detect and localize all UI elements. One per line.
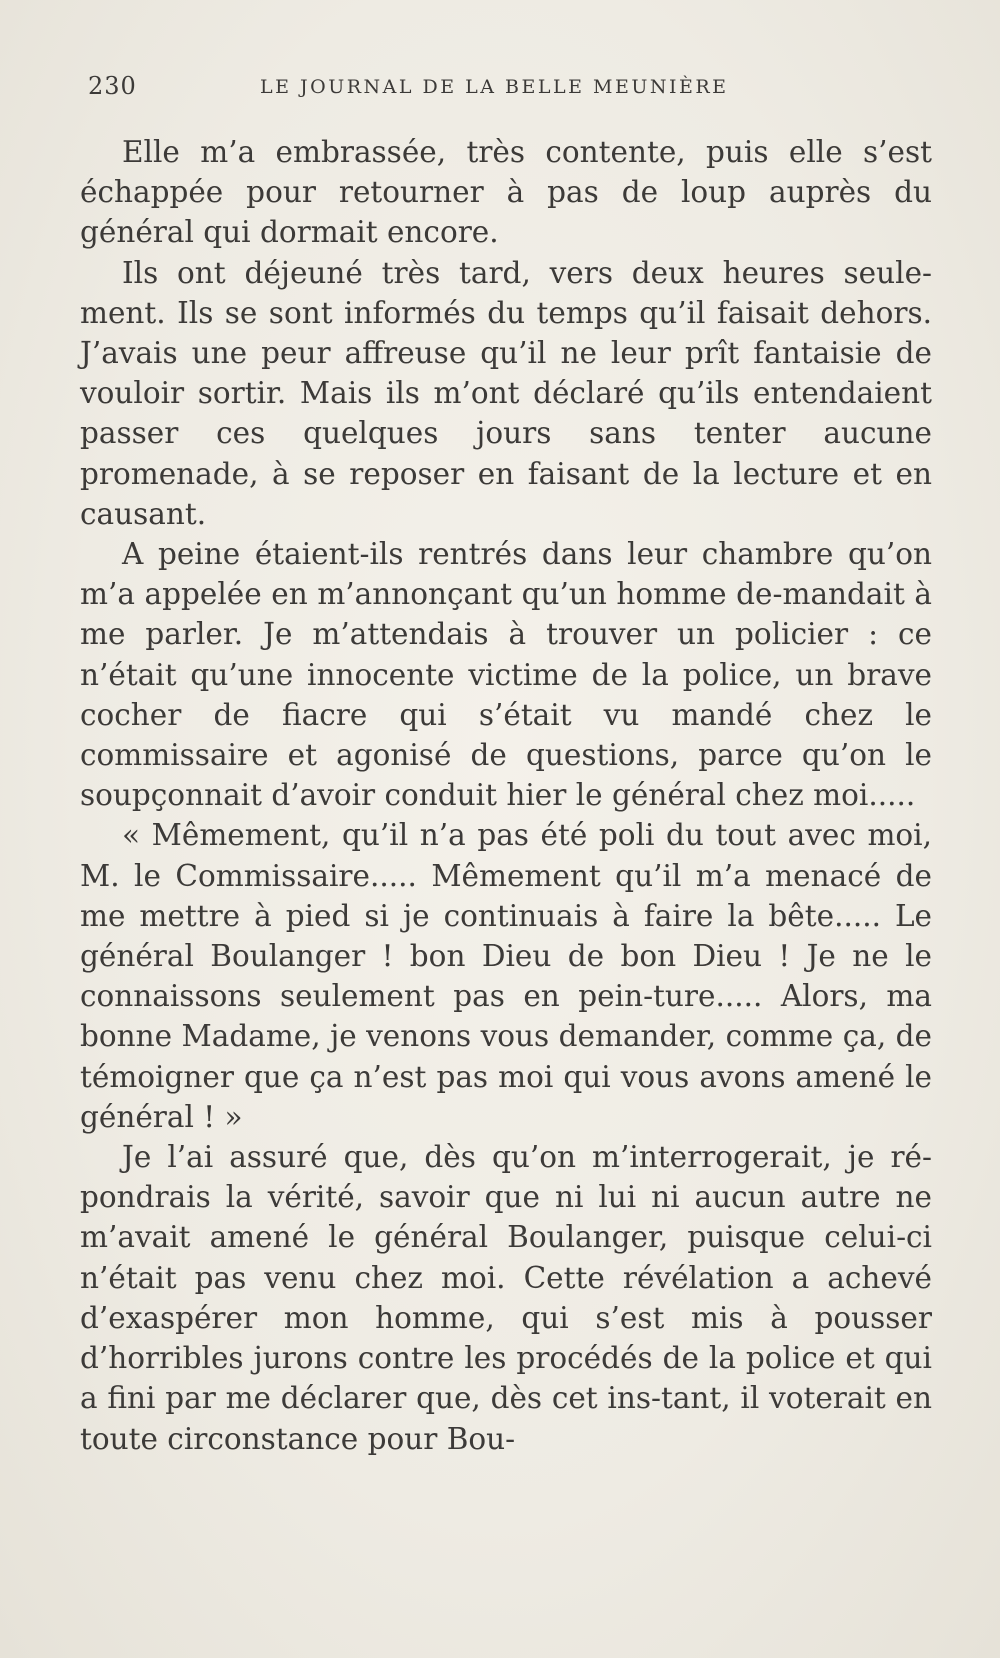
page-header: [88, 72, 940, 112]
paragraph-5: Je l’ai assuré que, dès qu’on m’interrogerait, je ré-pondrais la vérité, savoir que ni lui ni aucun autre ne m’avait amené le général Boulanger, puisque celui-ci n’était pas venu chez moi. Cette révélation a achevé d’exaspérer mon homme, qui s’est mis à pousser d’horribles jurons contre les procédés de la police et qui a fini par me déclarer que, dès cet ins-tant, il voterait en toute circonstance pour Bou-: [80, 1140, 932, 1456]
paragraph-4: « Mêmement, qu’il n’a pas été poli du tout avec moi, M. le Commissaire..... Mêmement qu’il m’a menacé de me mettre à pied si je continuais à faire la bête..... Le général Boulanger ! bon Dieu de bon Dieu ! Je ne le connaissons seulement pas en pein-ture..... Alors, ma bonne Madame, je venons vous demander, comme ça, de témoigner que ça n’est pas moi qui vous avons amené le général ! »: [80, 818, 932, 1134]
page-number: 230: [88, 72, 137, 100]
paragraph-2: Ils ont déjeuné très tard, vers deux heures seule-ment. Ils se sont informés du temps qu’il faisait dehors. J’avais une peur affreuse qu’il ne leur prît fantaisie de vouloir sortir. Mais ils m’ont déclaré qu’ils entendaient passer ces quelques jours sans tenter aucune promenade, à se reposer en faisant de la lecture et en causant.: [80, 255, 932, 531]
body-text: [80, 132, 932, 1459]
running-title: LE JOURNAL DE LA BELLE MEUNIÈRE: [260, 76, 729, 98]
paragraph-3: A peine étaient-ils rentrés dans leur chambre qu’on m’a appelée en m’annonçant qu’un homme de-mandait à me parler. Je m’attendais à trouver un policier : ce n’était qu’une innocente victime de la police, un brave cocher de fiacre qui s’était vu mandé chez le commissaire et agonisé de questions, parce qu’on le soupçonnait d’avoir conduit hier le général chez moi.....: [80, 537, 932, 813]
paragraph-1: Elle m’a embrassée, très contente, puis elle s’est échappée pour retourner à pas de loup auprès du général qui dormait encore.: [80, 135, 932, 250]
